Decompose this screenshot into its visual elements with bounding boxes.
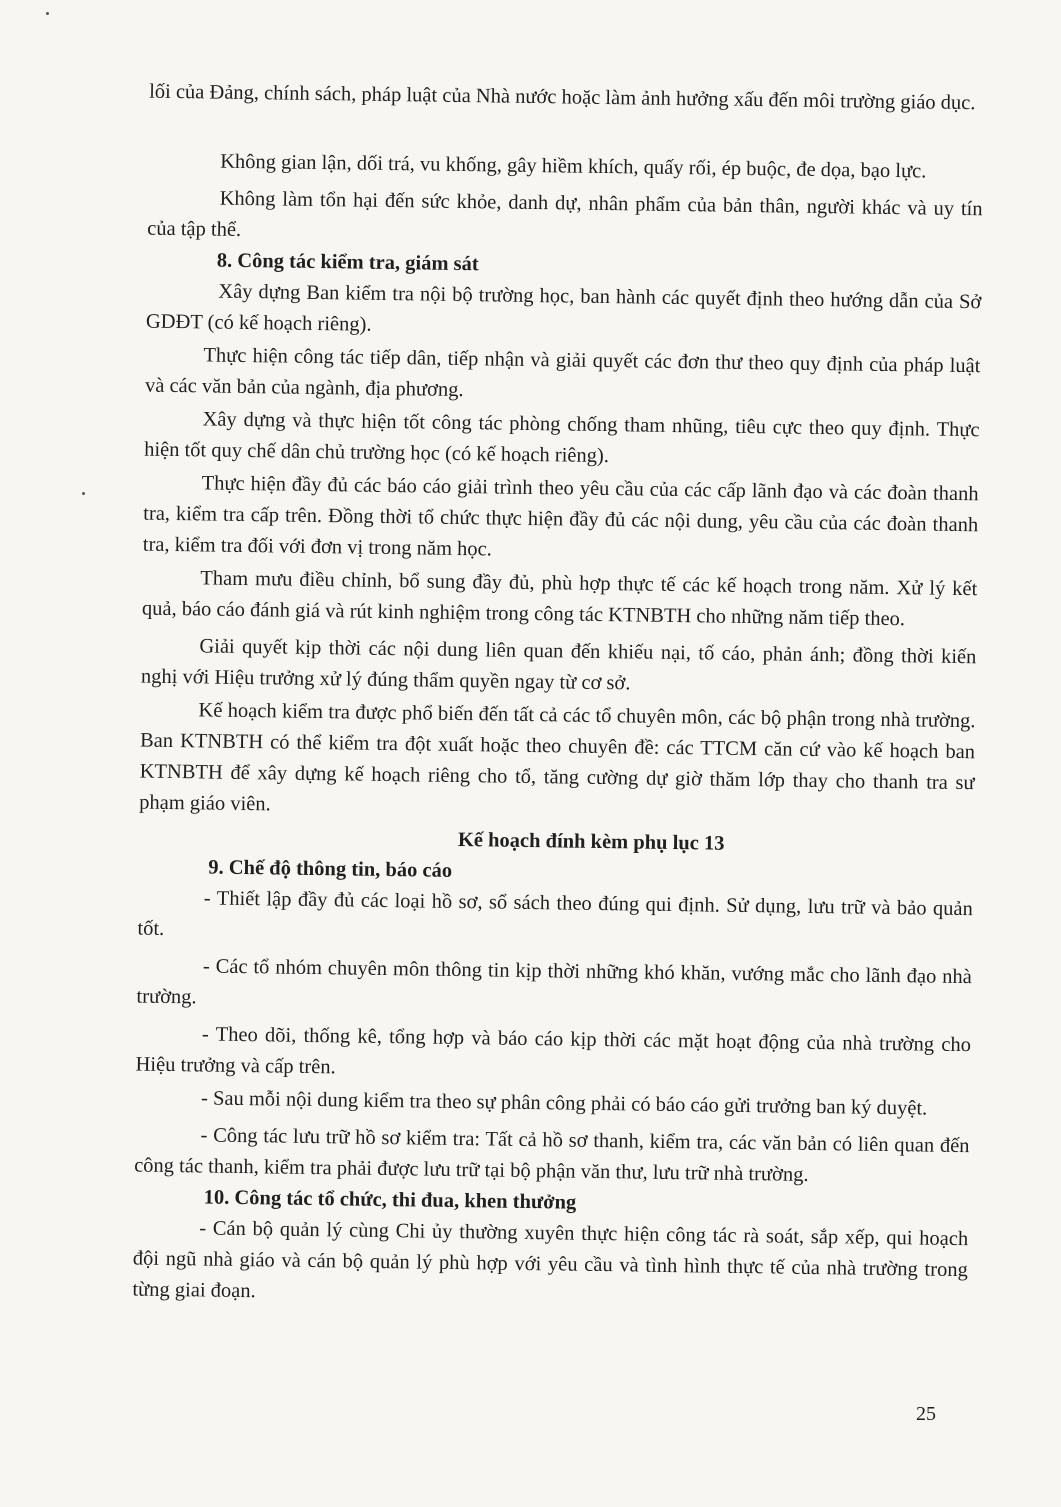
- paragraph-15: - Công tác lưu trữ hồ sơ kiểm tra: Tất cả hồ sơ thanh, kiểm tra, các văn bản có liên quan đến công tác thanh, kiểm tra phải được lưu trữ tại bộ phận văn thư, lưu trữ nhà trường.: [134, 1124, 970, 1186]
- paragraph-6: Xây dựng và thực hiện tốt công tác phòng chống tham nhũng, tiêu cực theo quy định. Thực hiện tốt quy chế dân chủ trường học (có kế hoạch riêng).: [144, 408, 980, 468]
- paragraph-2: Không gian lận, dối trá, vu khống, gây hiềm khích, quấy rối, ép buộc, đe dọa, bạo lực.: [220, 150, 927, 183]
- paragraph-9: Giải quyết kịp thời các nội dung liên quan đến khiếu nại, tố cáo, phản ánh; đồng thời kiến nghị với Hiệu trưởng xử lý đúng thẩm quyền ngay từ cơ sở.: [140, 635, 977, 695]
- paragraph-3: Không làm tổn hại đến sức khỏe, danh dự, nhân phẩm của bản thân, người khác và uy tín của tập thể.: [147, 187, 983, 241]
- paragraph-5: Thực hiện công tác tiếp dân, tiếp nhận và giải quyết các đơn thư theo quy định của pháp luật và các văn bản của ngành, địa phương.: [144, 344, 981, 402]
- section-heading-9: 9. Chế độ thông tin, báo cáo: [208, 856, 453, 882]
- paragraph-16: - Cán bộ quản lý cùng Chi ủy thường xuyên thực hiện công tác rà soát, sắp xếp, qui hoạch đội ngũ nhà giáo và cán bộ quản lý phù hợp với yêu cầu và tình hình thực tế của nhà trường trong từng giai đoạn.: [132, 1217, 969, 1303]
- scan-speck: [82, 492, 85, 495]
- paragraph-4: Xây dựng Ban kiểm tra nội bộ trường học, ban hành các quyết định theo hướng dẫn của Sở GDĐT (có kế hoạch riêng).: [145, 280, 982, 336]
- paragraph-10: Kế hoạch kiểm tra được phổ biến đến tất cả các tổ chuyên môn, các bộ phận trong nhà trường. Ban KTNBTH có thể kiểm tra đột xuất hoặc theo chuyên đề: các TTCM căn cứ vào kế hoạch ban KTNBTH để xây dựng kế hoạch riêng cho tổ, tăng cường dự giờ thăm lớp thay cho thanh tra sư phạm giáo viên.: [139, 699, 976, 816]
- paragraph-11: - Thiết lập đầy đủ các loại hồ sơ, sổ sách theo đúng qui định. Sử dụng, lưu trữ và bảo quản tốt.: [137, 887, 973, 940]
- section-heading-8: 8. Công tác kiểm tra, giám sát: [216, 249, 479, 276]
- paragraph-1: lối của Đảng, chính sách, pháp luật của Nhà nước hoặc làm ảnh hưởng xấu đến môi trường giáo dục.: [149, 80, 976, 115]
- paragraph-12: - Các tổ nhóm chuyên môn thông tin kịp thời những khó khăn, vướng mắc cho lãnh đạo nhà trường.: [136, 955, 973, 1009]
- scan-speck: [46, 12, 49, 15]
- paragraph-8: Tham mưu điều chỉnh, bổ sung đầy đủ, phù hợp thực tế các kế hoạch trong năm. Xử lý kết quả, báo cáo đánh giá và rút kinh nghiệm trong công tác KTNBTH cho những năm tiếp theo.: [141, 567, 978, 631]
- section-heading-10: 10. Công tác tổ chức, thi đua, khen thưởng: [203, 1186, 577, 1214]
- page-number: 25: [916, 1403, 936, 1425]
- paragraph-14: - Sau mỗi nội dung kiểm tra theo sự phân công phải có báo cáo gửi trưởng ban ký duyệt.: [200, 1087, 928, 1120]
- attachment-note: Kế hoạch đính kèm phụ lục 13: [457, 828, 725, 855]
- paragraph-13: - Theo dõi, thống kê, tổng hợp và báo cáo kịp thời các mặt hoạt động của nhà trường cho Hiệu trưởng và cấp trên.: [135, 1023, 972, 1079]
- paragraph-7: Thực hiện đầy đủ các báo cáo giải trình theo yêu cầu của các cấp lãnh đạo và các đoàn thanh tra, kiểm tra cấp trên. Đồng thời tổ chức thực hiện đầy đủ các nội dung, yêu cầu của các đoàn thanh tra, kiểm tra đối với đơn vị trong năm học.: [142, 472, 979, 561]
